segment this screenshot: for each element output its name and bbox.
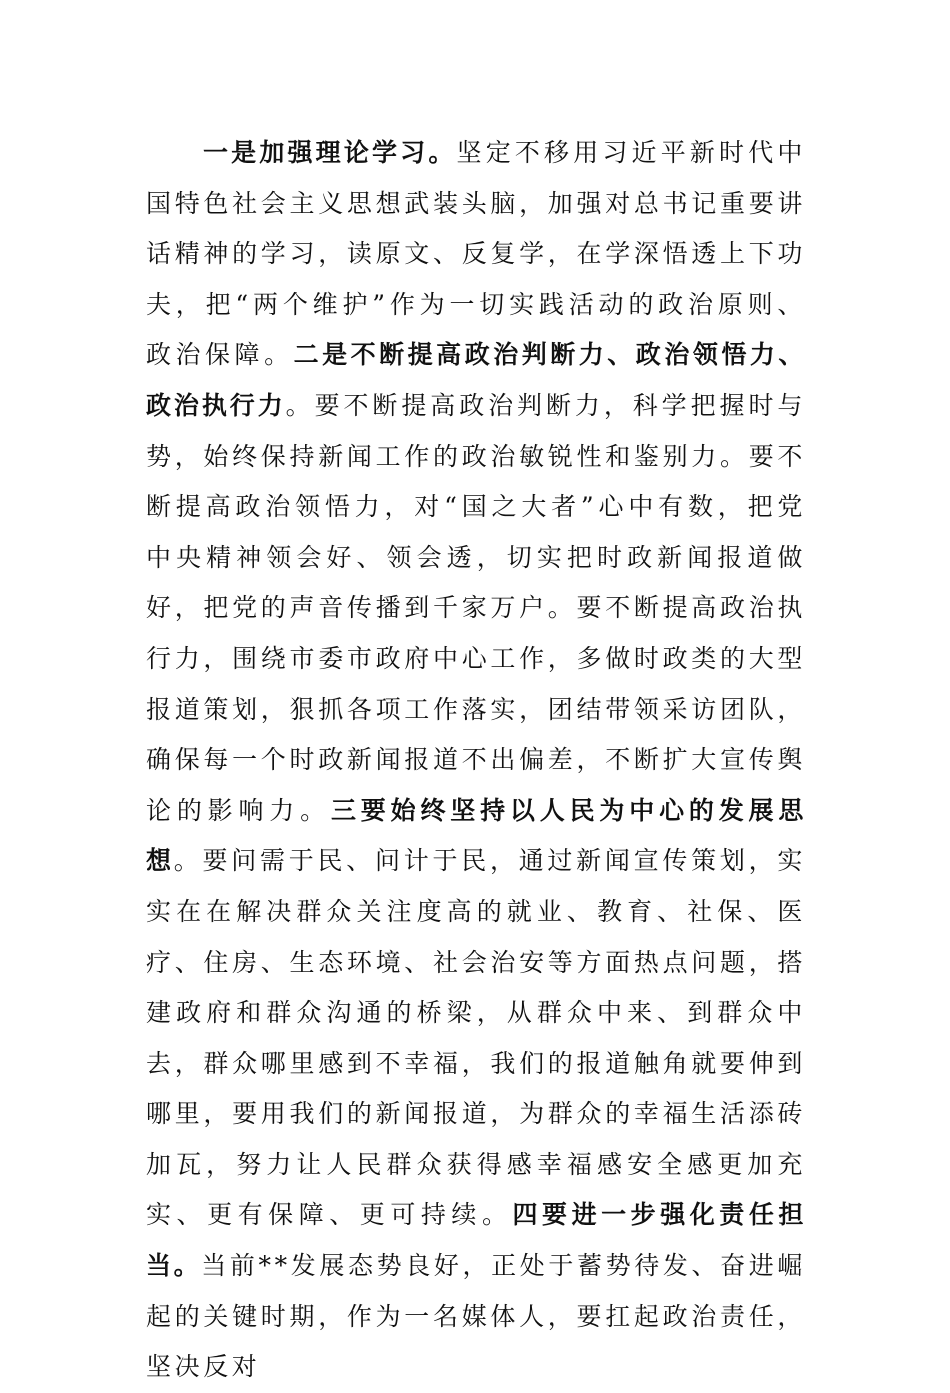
heading-point-3: 三要始终坚持以人民为中心的发展思想 [146, 795, 806, 876]
heading-point-4: 四要进一步强化责任担当。 [146, 1200, 806, 1281]
body-paragraph [146, 128, 806, 1393]
heading-point-2: 二是不断提高政治判断力、政治领悟力、政治执行力 [146, 340, 806, 420]
text-segment-1: 坚定不移用习近平新时代中国特色社会主义思想武装头脑，加强对总书记重要讲话精神的学习，读原文、反复学，在学深悟透上下功夫，把“两个维护”作为一切实践活动的政治原则、政治保障。 [146, 138, 806, 370]
text-segment-2: 。要不断提高政治判断力，科学把握时与势，始终保持新闻工作的政治敏锐性和鉴别力。要不断提高政治领悟力，对“国之大者”心中有数，把党中央精神领会好、领会透，切实把时政新闻报道做好，把党的声音传播到千家万户。要不断提高政治执行力，围绕市委市政府中心工作，多做时政类的大型报道策划，狠抓各项工作落实，团结带领采访团队，确保每一个时政新闻报道不出偏差，不断扩大宣传舆论的影响力。 [146, 390, 806, 825]
text-segment-3: 。要问需于民、问计于民，通过新闻宣传策划，实实在在解决群众关注度高的就业、教育、社保、医疗、住房、生态环境、社会治安等方面热点问题，搭建政府和群众沟通的桥梁，从群众中来、到群众中去，群众哪里感到不幸福，我们的报道触角就要伸到哪里，要用我们的新闻报道，为群众的幸福生活添砖加瓦，努力让人民群众获得感幸福感安全感更加充实、更有保障、更可持续。 [146, 846, 806, 1230]
text-segment-4: 当前**发展态势良好，正处于蓄势待发、奋进崛起的关键时期，作为一名媒体人，要扛起政治责任，坚决反对 [146, 1251, 807, 1382]
heading-point-1: 一是加强理论学习。 [203, 138, 457, 167]
